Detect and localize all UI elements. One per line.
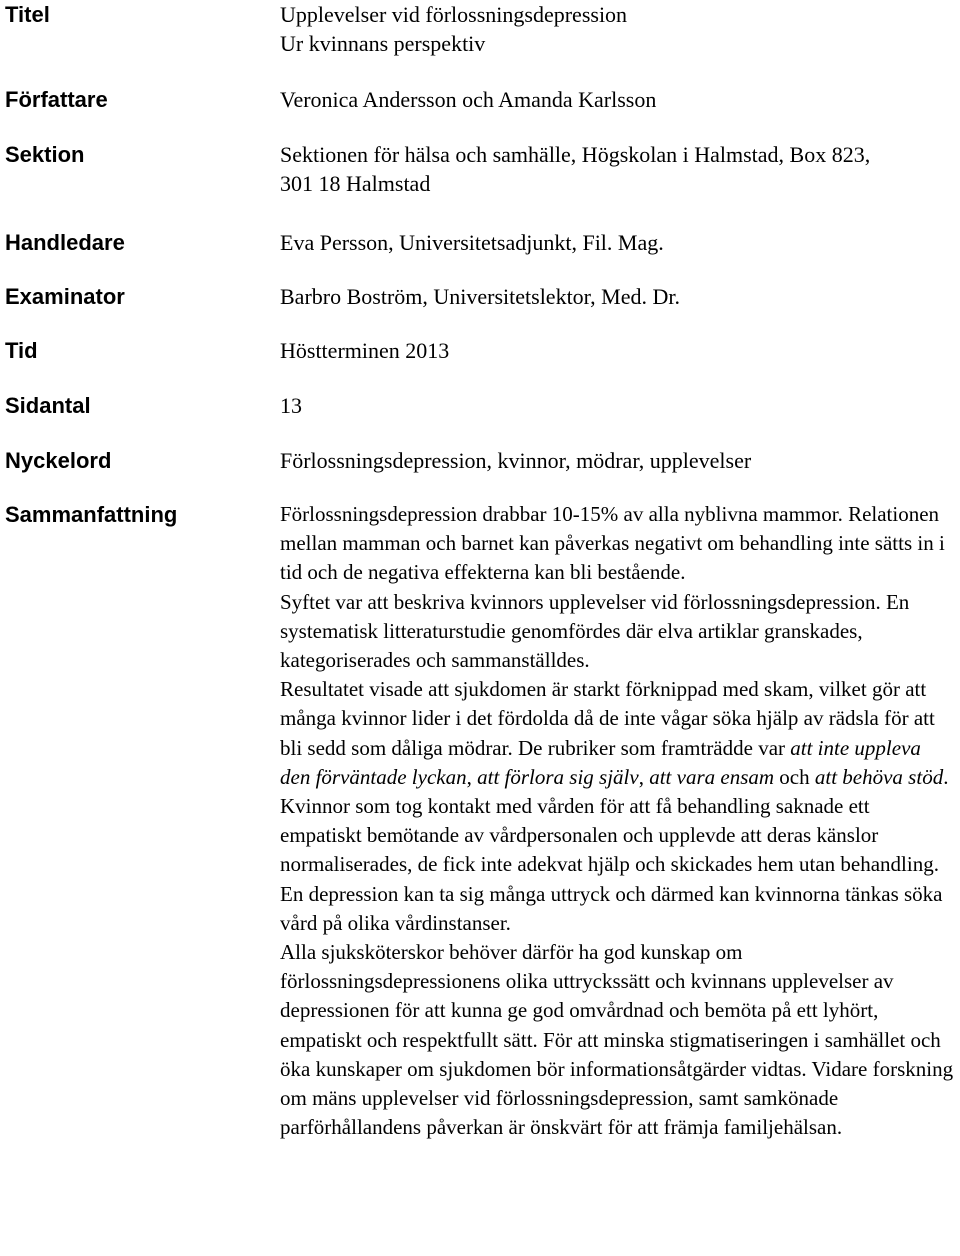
label-nyckelord: Nyckelord [5, 448, 112, 473]
label-sektion: Sektion [5, 142, 85, 167]
summary-paragraph-3 [280, 675, 956, 792]
label-sammanfattning: Sammanfattning [5, 502, 178, 527]
summary-paragraph-1: Förlossningsdepression drabbar 10-15% av alla nyblivna mammor. Relationen mellan mamman och barnet kan påverkas negativt om behandling inte sätts in i tid och de negativa effekterna kan bli bestående. [280, 502, 945, 585]
p3-sep-3: och [774, 764, 815, 789]
p3-sep-1: , [466, 764, 478, 789]
title-line-1: Upplevelser vid förlossningsdepression [280, 2, 628, 27]
value-tid: Höstterminen 2013 [280, 338, 450, 363]
sektion-line-1: Sektionen för hälsa och samhälle, Högskolan i Halmstad, Box 823, [280, 142, 871, 167]
p3-end: . [943, 764, 949, 789]
title-line-2: Ur kvinnans perspektiv [280, 31, 486, 56]
value-handledare: Eva Persson, Universitetsadjunkt, Fil. Mag. [280, 230, 664, 255]
label-forfattare: Författare [5, 87, 108, 112]
sektion-line-2: 301 18 Halmstad [280, 171, 431, 196]
label-handledare: Handledare [5, 230, 125, 255]
p3-sep-2: , [638, 764, 650, 789]
value-titel [280, 0, 956, 58]
label-examinator: Examinator [5, 284, 125, 309]
label-sidantal: Sidantal [5, 393, 91, 418]
summary-paragraph-4: Kvinnor som tog kontakt med vården för att få behandling saknade ett empatiskt bemötande av vårdpersonalen och upplevde att deras känslor normaliserades, de fick inte adekvat hjälp och skickades hem utan behandling. En depression kan ta sig många uttryck och därmed kan kvinnorna tänkas söka vård på olika vårdinstanser. [280, 794, 943, 935]
category-2: att förlora sig själv [477, 764, 639, 789]
label-tid: Tid [5, 338, 38, 363]
summary-text [280, 500, 956, 1142]
category-1: att inte uppleva den förväntade lyckan [280, 735, 921, 789]
value-forfattare: Veronica Andersson och Amanda Karlsson [280, 87, 657, 112]
category-3: att vara ensam [649, 764, 775, 789]
category-4: att behöva stöd [814, 764, 944, 789]
p3-start: Resultatet visade att sjukdomen är starkt förknippad med skam, vilket gör att många kvinnor lider i det fördolda då de inte vågar söka hjälp av rädsla för att bli sedd som dåliga mödrar. De rubriker som framträdde var [280, 677, 935, 760]
value-nyckelord: Förlossningsdepression, kvinnor, mödrar, upplevelser [280, 448, 752, 473]
value-sektion [280, 140, 956, 198]
summary-paragraph-5: Alla sjuksköterskor behöver därför ha god kunskap om förlossningsdepressionens olika uttryckssätt och kvinnans upplevelser av depressionen för att kunna ge god omvårdnad och bemöta på ett lyhört, empatiskt och respektfullt sätt. För att minska stigmatiseringen i samhället och öka kunskaper om sjukdomen bör informationsåtgärder vidtas. Vidare forskning om mäns upplevelser vid förlossningsdepression, samt samkönade parförhållandens påverkan är önskvärt för att främja familjehälsan. [280, 940, 954, 1140]
value-examinator: Barbro Boström, Universitetslektor, Med. Dr. [280, 284, 680, 309]
value-sidantal: 13 [280, 393, 302, 418]
label-titel: Titel [5, 2, 50, 27]
summary-paragraph-2: Syftet var att beskriva kvinnors upplevelser vid förlossningsdepression. En systematisk litteraturstudie genomfördes där elva artiklar granskades, kategoriserades och sammanställdes. [280, 589, 910, 673]
